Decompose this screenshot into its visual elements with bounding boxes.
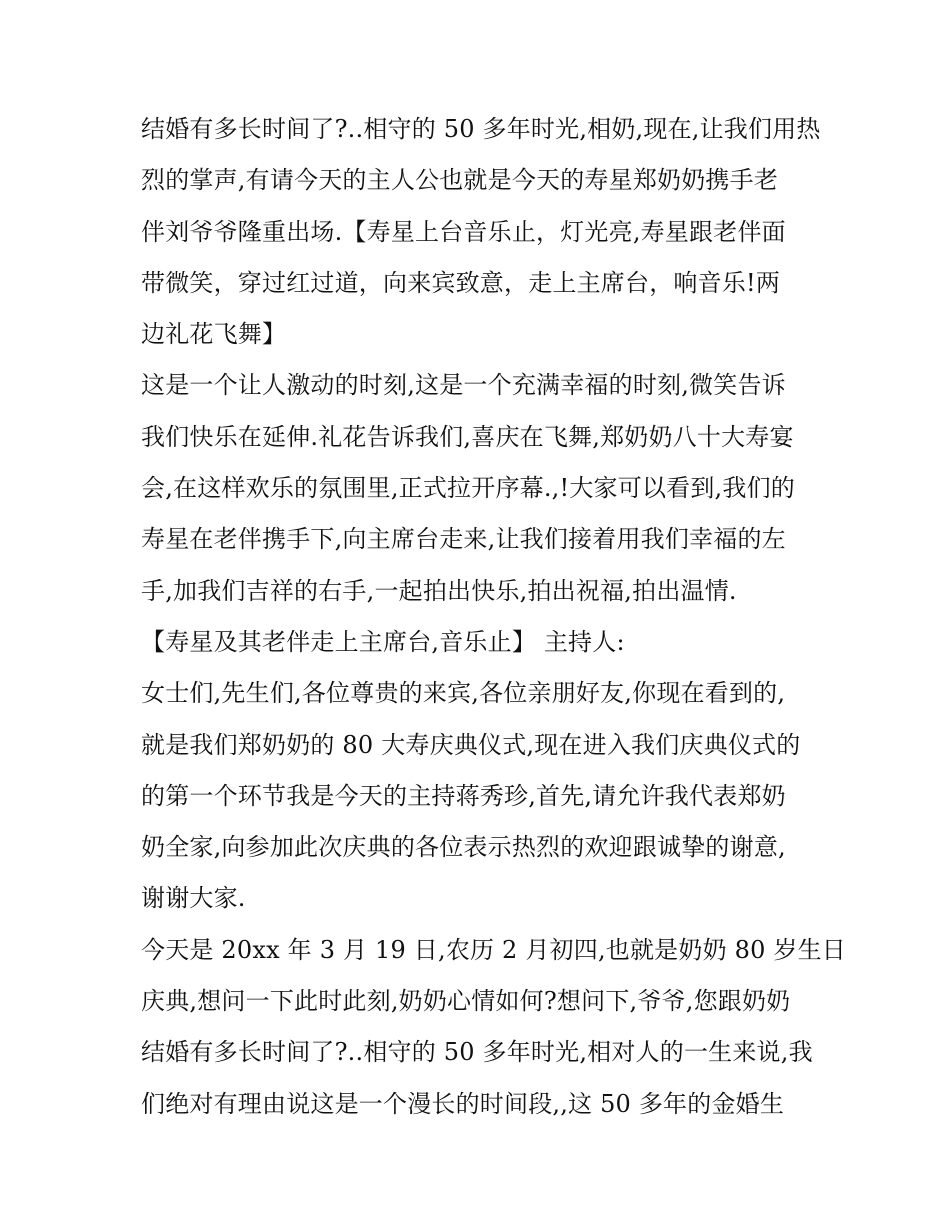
text-line: 我们快乐在延伸.礼花告诉我们,喜庆在飞舞,郑奶奶八十大寿宴 bbox=[141, 422, 794, 451]
text-line: 今天是 20xx 年 3 月 19 日,农历 2 月初四,也就是奶奶 80 岁生日 bbox=[141, 935, 846, 964]
text-line: 伴刘爷爷隆重出场.【寿星上台音乐止，灯光亮,寿星跟老伴面 bbox=[141, 217, 786, 246]
text-line: 边礼花飞舞】 bbox=[141, 320, 287, 349]
document-body bbox=[141, 104, 846, 1130]
text-line: 奶全家,向参加此次庆典的各位表示热烈的欢迎跟诚挚的谢意, bbox=[141, 833, 786, 862]
text-line: 谢谢大家. bbox=[141, 884, 246, 913]
text-line: 【寿星及其老伴走上主席台,音乐止】 主持人: bbox=[141, 627, 625, 656]
text-line: 这是一个让人激动的时刻,这是一个充满幸福的时刻,微笑告诉 bbox=[141, 371, 786, 400]
text-line: 女士们,先生们,各位尊贵的来宾,各位亲朋好友,你现在看到的, bbox=[141, 679, 786, 708]
text-line: 会,在这样欢乐的氛围里,正式拉开序幕.,!大家可以看到,我们的 bbox=[141, 474, 795, 503]
text-line: 就是我们郑奶奶的 80 大寿庆典仪式,现在进入我们庆典仪式的 bbox=[141, 730, 801, 759]
text-line: 庆典,想问一下此时此刻,奶奶心情如何?想问下,爷爷,您跟奶奶 bbox=[141, 987, 791, 1016]
text-line: 结婚有多长时间了?..相守的 50 多年时光,相对人的一生来说,我 bbox=[141, 1038, 813, 1067]
text-line: 结婚有多长时间了?..相守的 50 多年时光,相奶,现在,让我们用热 bbox=[141, 115, 821, 143]
text-line: 寿星在老伴携手下,向主席台走来,让我们接着用我们幸福的左 bbox=[141, 525, 786, 554]
text-line: 的第一个环节我是今天的主持蒋秀珍,首先,请允许我代表郑奶 bbox=[141, 781, 786, 810]
text-line: 手,加我们吉祥的右手,一起拍出快乐,拍出祝福,拍出温情. bbox=[141, 576, 737, 605]
text-line: 们绝对有理由说这是一个漫长的时间段,,这 50 多年的金婚生 bbox=[141, 1089, 785, 1118]
text-line: 烈的掌声,有请今天的主人公也就是今天的寿星郑奶奶携手老 bbox=[141, 166, 779, 195]
text-line: 带微笑，穿过红过道，向来宾致意，走上主席台，响音乐!两 bbox=[141, 268, 781, 297]
